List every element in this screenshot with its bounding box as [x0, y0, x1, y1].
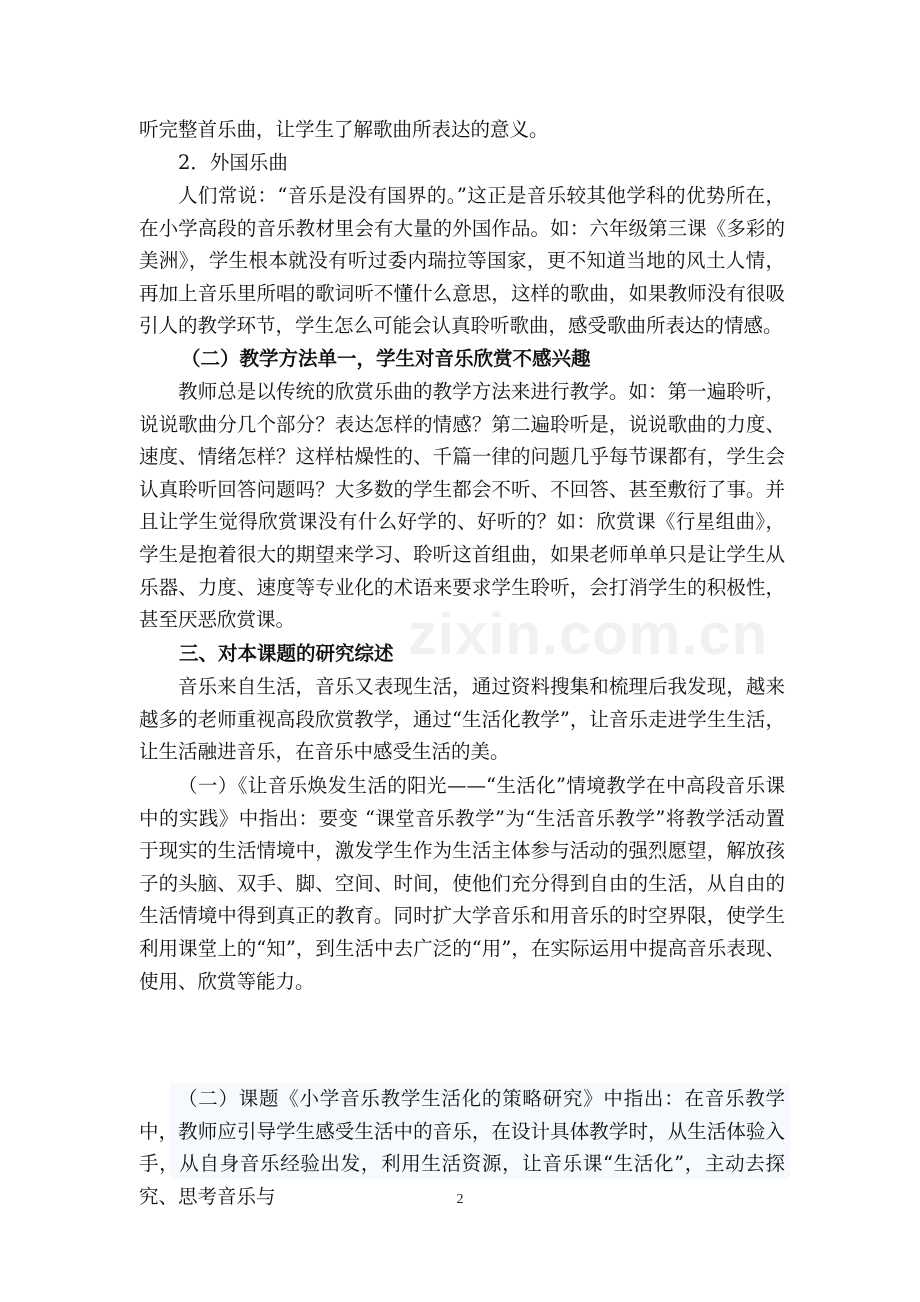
page-number: 2 — [456, 1192, 464, 1207]
paragraph-research-intro: 音乐来自生活，音乐又表现生活，通过资料搜集和梳理后我发现，越来越多的老师重视高段欣赏教学，通过“生活化教学”，让音乐走进学生生活，让生活融进音乐，在音乐中感受生活的美。 — [139, 675, 785, 764]
paragraph-continuation: 听完整首乐曲，让学生了解歌曲所表达的意义。 — [139, 118, 549, 141]
subheading-foreign-music: 2．外国乐曲 — [178, 151, 288, 174]
heading-teaching-method: （二）教学方法单一，学生对音乐欣赏不感兴趣 — [181, 347, 591, 370]
heading-research-review: 三、对本课题的研究综述 — [179, 642, 394, 665]
paragraph-review-two: （二）课题《小学音乐教学生活化的策略研究》中指出：在音乐教学中，教师应引导学生感受生活中的音乐，在设计具体教学时，从生活体验入手，从自身音乐经验出发，利用生活资源，让音乐课“生活化”，主动去探究、思考音乐与 — [139, 1087, 785, 1208]
paragraph-review-one: （一）《让音乐焕发生活的阳光——“生活化”情境教学在中高段音乐课中的实践》中指出：要变 “课堂音乐教学”为“生活音乐教学”将教学活动置于现实的生活情境中，激发学生作为生活主体参与活动的强烈愿望，解放孩子的头脑、双手、脚、空间、时间，使他们充分得到自由的生活，从自由的生活情境中得到真正的教育。同时扩大学音乐和用音乐的时空界限，使学生利用课堂上的“知”，到生活中去广泛的“用”，在实际运用中提高音乐表现、使用、欣赏等能力。 — [139, 774, 785, 993]
paragraph-teaching-method: 教师总是以传统的欣赏乐曲的教学方法来进行教学。如：第一遍聆听，说说歌曲分几个部分？表达怎样的情感？第二遍聆听是，说说歌曲的力度、速度、情绪怎样？这样枯燥性的、千篇一律的问题几乎每节课都有，学生会认真聆听回答问题吗？大多数的学生都会不听、不回答、甚至敷衍了事。并且让学生觉得欣赏课没有什么好学的、好听的？如：欣赏课《行星组曲》，学生是抱着很大的期望来学习、聆听这首组曲，如果老师单单只是让学生从乐器、力度、速度等专业化的术语来要求学生聆听，会打消学生的积极性，甚至厌恶欣赏课。 — [139, 380, 785, 632]
watermark: zixin.com.cn — [408, 602, 769, 667]
paragraph-foreign-music: 人们常说：“音乐是没有国界的。”这正是音乐较其他学科的优势所在，在小学高段的音乐教材里会有大量的外国作品。如：六年级第三课《多彩的美洲》，学生根本就没有听过委内瑞拉等国家，更不知道当地的风土人情，再加上音乐里所唱的歌词听不懂什么意思，这样的歌曲，如果教师没有很吸引人的教学环节，学生怎么可能会认真聆听歌曲，感受歌曲所表达的情感。 — [139, 184, 785, 338]
